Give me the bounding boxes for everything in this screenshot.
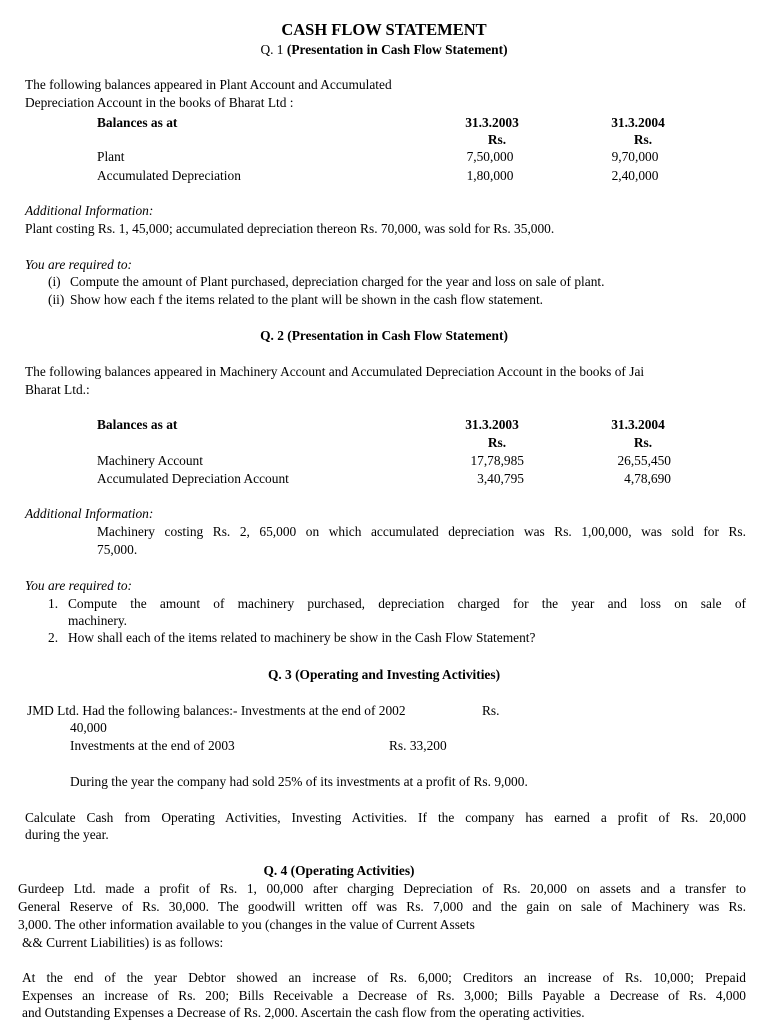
q1-intro-line2: Depreciation Account in the books of Bharat Ltd : [25, 95, 294, 110]
q2-additional-label: Additional Information: [25, 506, 154, 521]
q4-p2-line3: and Outstanding Expenses a Decrease of Rs. 2,000. Ascertain the cash flow from the operating activities. [22, 1005, 585, 1020]
q4-p2-line2: Expenses an increase of Rs. 200; Bills Receivable a Decrease of Rs. 3,000; Bills Payable a Decrease of Rs. 4,000 [22, 988, 746, 1003]
q3-heading: Q. 3 (Operating and Investing Activities) [267, 667, 501, 682]
q4-p1-line4: && Current Liabilities) is as follows: [22, 935, 224, 950]
q2-additional-line2: 75,000. [97, 542, 138, 557]
q2-row2-v1: 3,40,795 [477, 471, 524, 486]
q2-col2-currency: Rs. [633, 435, 653, 450]
q1-col1-currency: Rs. [487, 132, 507, 147]
q3-line2: 40,000 [70, 720, 107, 735]
q2-row2-label: Accumulated Depreciation Account [97, 471, 289, 486]
q3-line3-value: Rs. 33,200 [389, 738, 447, 753]
q1-additional-text: Plant costing Rs. 1, 45,000; accumulated depreciation thereon Rs. 70,000, was sold for Rs. 35,000. [25, 221, 555, 236]
q2-heading: Q. 2 (Presentation in Cash Flow Statement) [260, 328, 508, 343]
q1-required-label: You are required to: [25, 257, 132, 272]
q1-heading-title: (Presentation in Cash Flow Statement) [286, 42, 508, 57]
q2-col1-date: 31.3.2003 [465, 417, 519, 432]
q3-calc-line2: during the year. [25, 827, 109, 842]
q1-row1-v2: 9,70,000 [611, 149, 659, 164]
q4-p1-line3: 3,000. The other information available to you (changes in the value of Current Assets [18, 917, 475, 932]
q1-row2-v1: 1,80,000 [466, 168, 514, 183]
q2-row1-label: Machinery Account [97, 453, 203, 468]
q2-req2-text: How shall each of the items related to machinery be show in the Cash Flow Statement? [68, 630, 536, 645]
q1-req2-marker: (ii) [48, 292, 65, 307]
q1-req1-marker: (i) [48, 274, 61, 289]
q1-row1-label: Plant [97, 149, 125, 164]
q3-line3-label: Investments at the end of 2003 [70, 738, 235, 753]
q2-additional-line1: Machinery costing Rs. 2, 65,000 on which accumulated depreciation was Rs. 1,00,000, was sold for Rs. [97, 524, 746, 539]
q1-req1-text: Compute the amount of Plant purchased, depreciation charged for the year and loss on sale of plant. [70, 274, 605, 289]
q4-p1-line1: Gurdeep Ltd. made a profit of Rs. 1, 00,000 after charging Depreciation of Rs. 20,000 on assets and a transfer to [18, 881, 746, 896]
q3-line4: During the year the company had sold 25% of its investments at a profit of Rs. 9,000. [70, 774, 528, 789]
q1-col2-date: 31.3.2004 [611, 115, 665, 130]
q2-req1-marker: 1. [48, 596, 59, 611]
q2-intro-line1: The following balances appeared in Machinery Account and Accumulated Depreciation Account in the books of Jai [25, 364, 645, 379]
q2-required-label: You are required to: [25, 578, 132, 593]
q1-row2-v2: 2,40,000 [611, 168, 659, 183]
q2-row1-v1: 17,78,985 [470, 453, 524, 468]
q1-col1-date: 31.3.2003 [465, 115, 519, 130]
q3-line1-rs: Rs. [482, 703, 500, 718]
q2-row2-v2: 4,78,690 [624, 471, 671, 486]
q3-calc-line1: Calculate Cash from Operating Activities, Investing Activities. If the company has earned a profit of Rs. 20,000 [25, 810, 746, 825]
q1-heading-prefix: Q. 1 [260, 42, 287, 57]
q2-intro-line2: Bharat Ltd.: [25, 382, 90, 397]
q1-req2-text: Show how each f the items related to the plant will be shown in the cash flow statement. [70, 292, 544, 307]
q2-req1-line2: machinery. [68, 613, 127, 628]
q1-additional-label: Additional Information: [25, 203, 154, 218]
q1-heading [0, 41, 768, 59]
q2-req2-marker: 2. [48, 630, 59, 645]
q1-col2-currency: Rs. [633, 132, 653, 147]
q3-line1: JMD Ltd. Had the following balances:- Investments at the end of 2002 [27, 703, 406, 718]
q2-col1-currency: Rs. [487, 435, 507, 450]
q2-col2-date: 31.3.2004 [611, 417, 665, 432]
q4-heading: Q. 4 (Operating Activities) [263, 863, 415, 878]
q1-intro-line1: The following balances appeared in Plant Account and Accumulated [25, 77, 392, 92]
page-title: CASH FLOW STATEMENT [281, 20, 487, 39]
q2-req1-line1: Compute the amount of machinery purchased, depreciation charged for the year and loss on sale of [68, 596, 746, 611]
q1-row2-label: Accumulated Depreciation [97, 168, 241, 183]
q1-table-header-label: Balances as at [97, 115, 178, 130]
q4-p2-line1: At the end of the year Debtor showed an increase of Rs. 6,000; Creditors an increase of Rs. 10,000; Prepaid [22, 970, 746, 985]
q4-p1-line2: General Reserve of Rs. 30,000. The goodwill written off was Rs. 7,000 and the gain on sale of Machinery was Rs. [18, 899, 746, 914]
q2-table-header-label: Balances as at [97, 417, 178, 432]
q1-row1-v1: 7,50,000 [466, 149, 514, 164]
q2-row1-v2: 26,55,450 [617, 453, 671, 468]
